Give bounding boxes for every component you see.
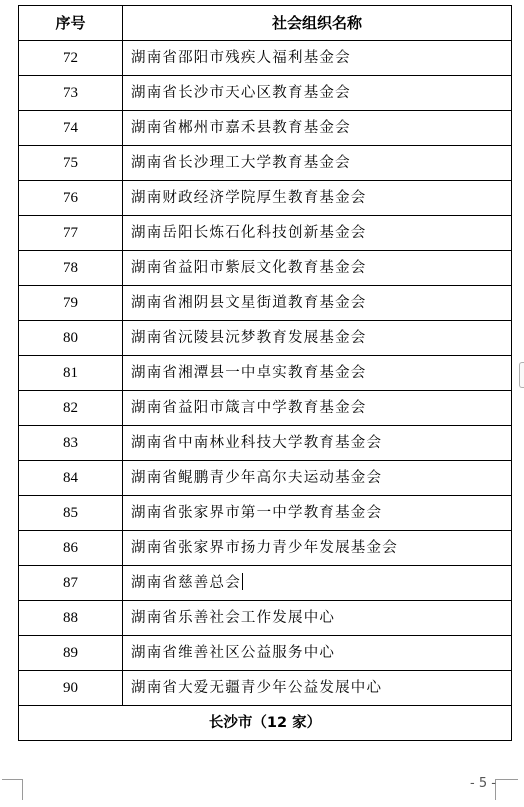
table-row — [19, 461, 512, 496]
row-name-with-cursor[interactable] — [123, 566, 512, 601]
row-index: 90 — [19, 671, 123, 706]
table-row — [19, 286, 512, 321]
organization-table — [18, 5, 512, 741]
table-row — [19, 601, 512, 636]
row-name[interactable]: 湖南省长沙市天心区教育基金会 — [123, 76, 512, 111]
row-name[interactable]: 湖南省益阳市紫辰文化教育基金会 — [123, 251, 512, 286]
table-row — [19, 181, 512, 216]
table-row — [19, 216, 512, 251]
table-row — [19, 636, 512, 671]
row-index: 79 — [19, 286, 123, 321]
row-index: 74 — [19, 111, 123, 146]
table-row — [19, 251, 512, 286]
row-name[interactable]: 湖南省中南林业科技大学教育基金会 — [123, 426, 512, 461]
table-row — [19, 531, 512, 566]
row-name[interactable]: 湖南省郴州市嘉禾县教育基金会 — [123, 111, 512, 146]
header-index: 序号 — [19, 6, 123, 41]
row-name[interactable]: 湖南省湘阴县文星街道教育基金会 — [123, 286, 512, 321]
header-name: 社会组织名称 — [123, 6, 512, 41]
table-row — [19, 356, 512, 391]
row-name[interactable]: 湖南省湘潭县一中卓实教育基金会 — [123, 356, 512, 391]
row-index: 76 — [19, 181, 123, 216]
row-name[interactable]: 湖南省益阳市箴言中学教育基金会 — [123, 391, 512, 426]
table-row — [19, 76, 512, 111]
row-index: 89 — [19, 636, 123, 671]
row-name: 湖南省慈善总会 — [131, 575, 241, 591]
table-row — [19, 41, 512, 76]
text-cursor — [242, 573, 243, 590]
row-index: 81 — [19, 356, 123, 391]
page-number: - 5 - — [470, 776, 496, 791]
row-index: 72 — [19, 41, 123, 76]
row-name[interactable]: 湖南省鲲鹏青少年高尔夫运动基金会 — [123, 461, 512, 496]
page-corner-mark-left — [2, 779, 23, 800]
table-row — [19, 111, 512, 146]
row-index: 87 — [19, 566, 123, 601]
row-index: 80 — [19, 321, 123, 356]
table-row — [19, 391, 512, 426]
row-name[interactable]: 湖南省邵阳市残疾人福利基金会 — [123, 41, 512, 76]
row-name[interactable]: 湖南岳阳长炼石化科技创新基金会 — [123, 216, 512, 251]
table-row — [19, 321, 512, 356]
row-name[interactable]: 湖南省乐善社会工作发展中心 — [123, 601, 512, 636]
row-index: 86 — [19, 531, 123, 566]
document-table-container — [18, 5, 511, 741]
row-name[interactable]: 湖南省张家界市第一中学教育基金会 — [123, 496, 512, 531]
row-name[interactable]: 湖南省沅陵县沅梦教育发展基金会 — [123, 321, 512, 356]
table-footer-row — [19, 706, 512, 741]
region-subtotal[interactable]: 长沙市（12 家） — [19, 706, 512, 741]
row-index: 88 — [19, 601, 123, 636]
row-index: 78 — [19, 251, 123, 286]
side-scroll-marker-icon[interactable] — [519, 362, 524, 388]
row-index: 83 — [19, 426, 123, 461]
page-corner-mark-right — [495, 779, 518, 800]
table-row — [19, 496, 512, 531]
table-row — [19, 146, 512, 181]
table-row — [19, 671, 512, 706]
page-number-value: 5 — [478, 776, 488, 791]
table-row — [19, 566, 512, 601]
row-index: 82 — [19, 391, 123, 426]
row-index: 73 — [19, 76, 123, 111]
row-name[interactable]: 湖南财政经济学院厚生教育基金会 — [123, 181, 512, 216]
table-header-row — [19, 6, 512, 41]
table-row — [19, 426, 512, 461]
row-name[interactable]: 湖南省长沙理工大学教育基金会 — [123, 146, 512, 181]
row-name[interactable]: 湖南省维善社区公益服务中心 — [123, 636, 512, 671]
row-index: 75 — [19, 146, 123, 181]
row-index: 85 — [19, 496, 123, 531]
row-index: 84 — [19, 461, 123, 496]
row-name[interactable]: 湖南省张家界市扬力青少年发展基金会 — [123, 531, 512, 566]
row-name[interactable]: 湖南省大爱无疆青少年公益发展中心 — [123, 671, 512, 706]
row-index: 77 — [19, 216, 123, 251]
